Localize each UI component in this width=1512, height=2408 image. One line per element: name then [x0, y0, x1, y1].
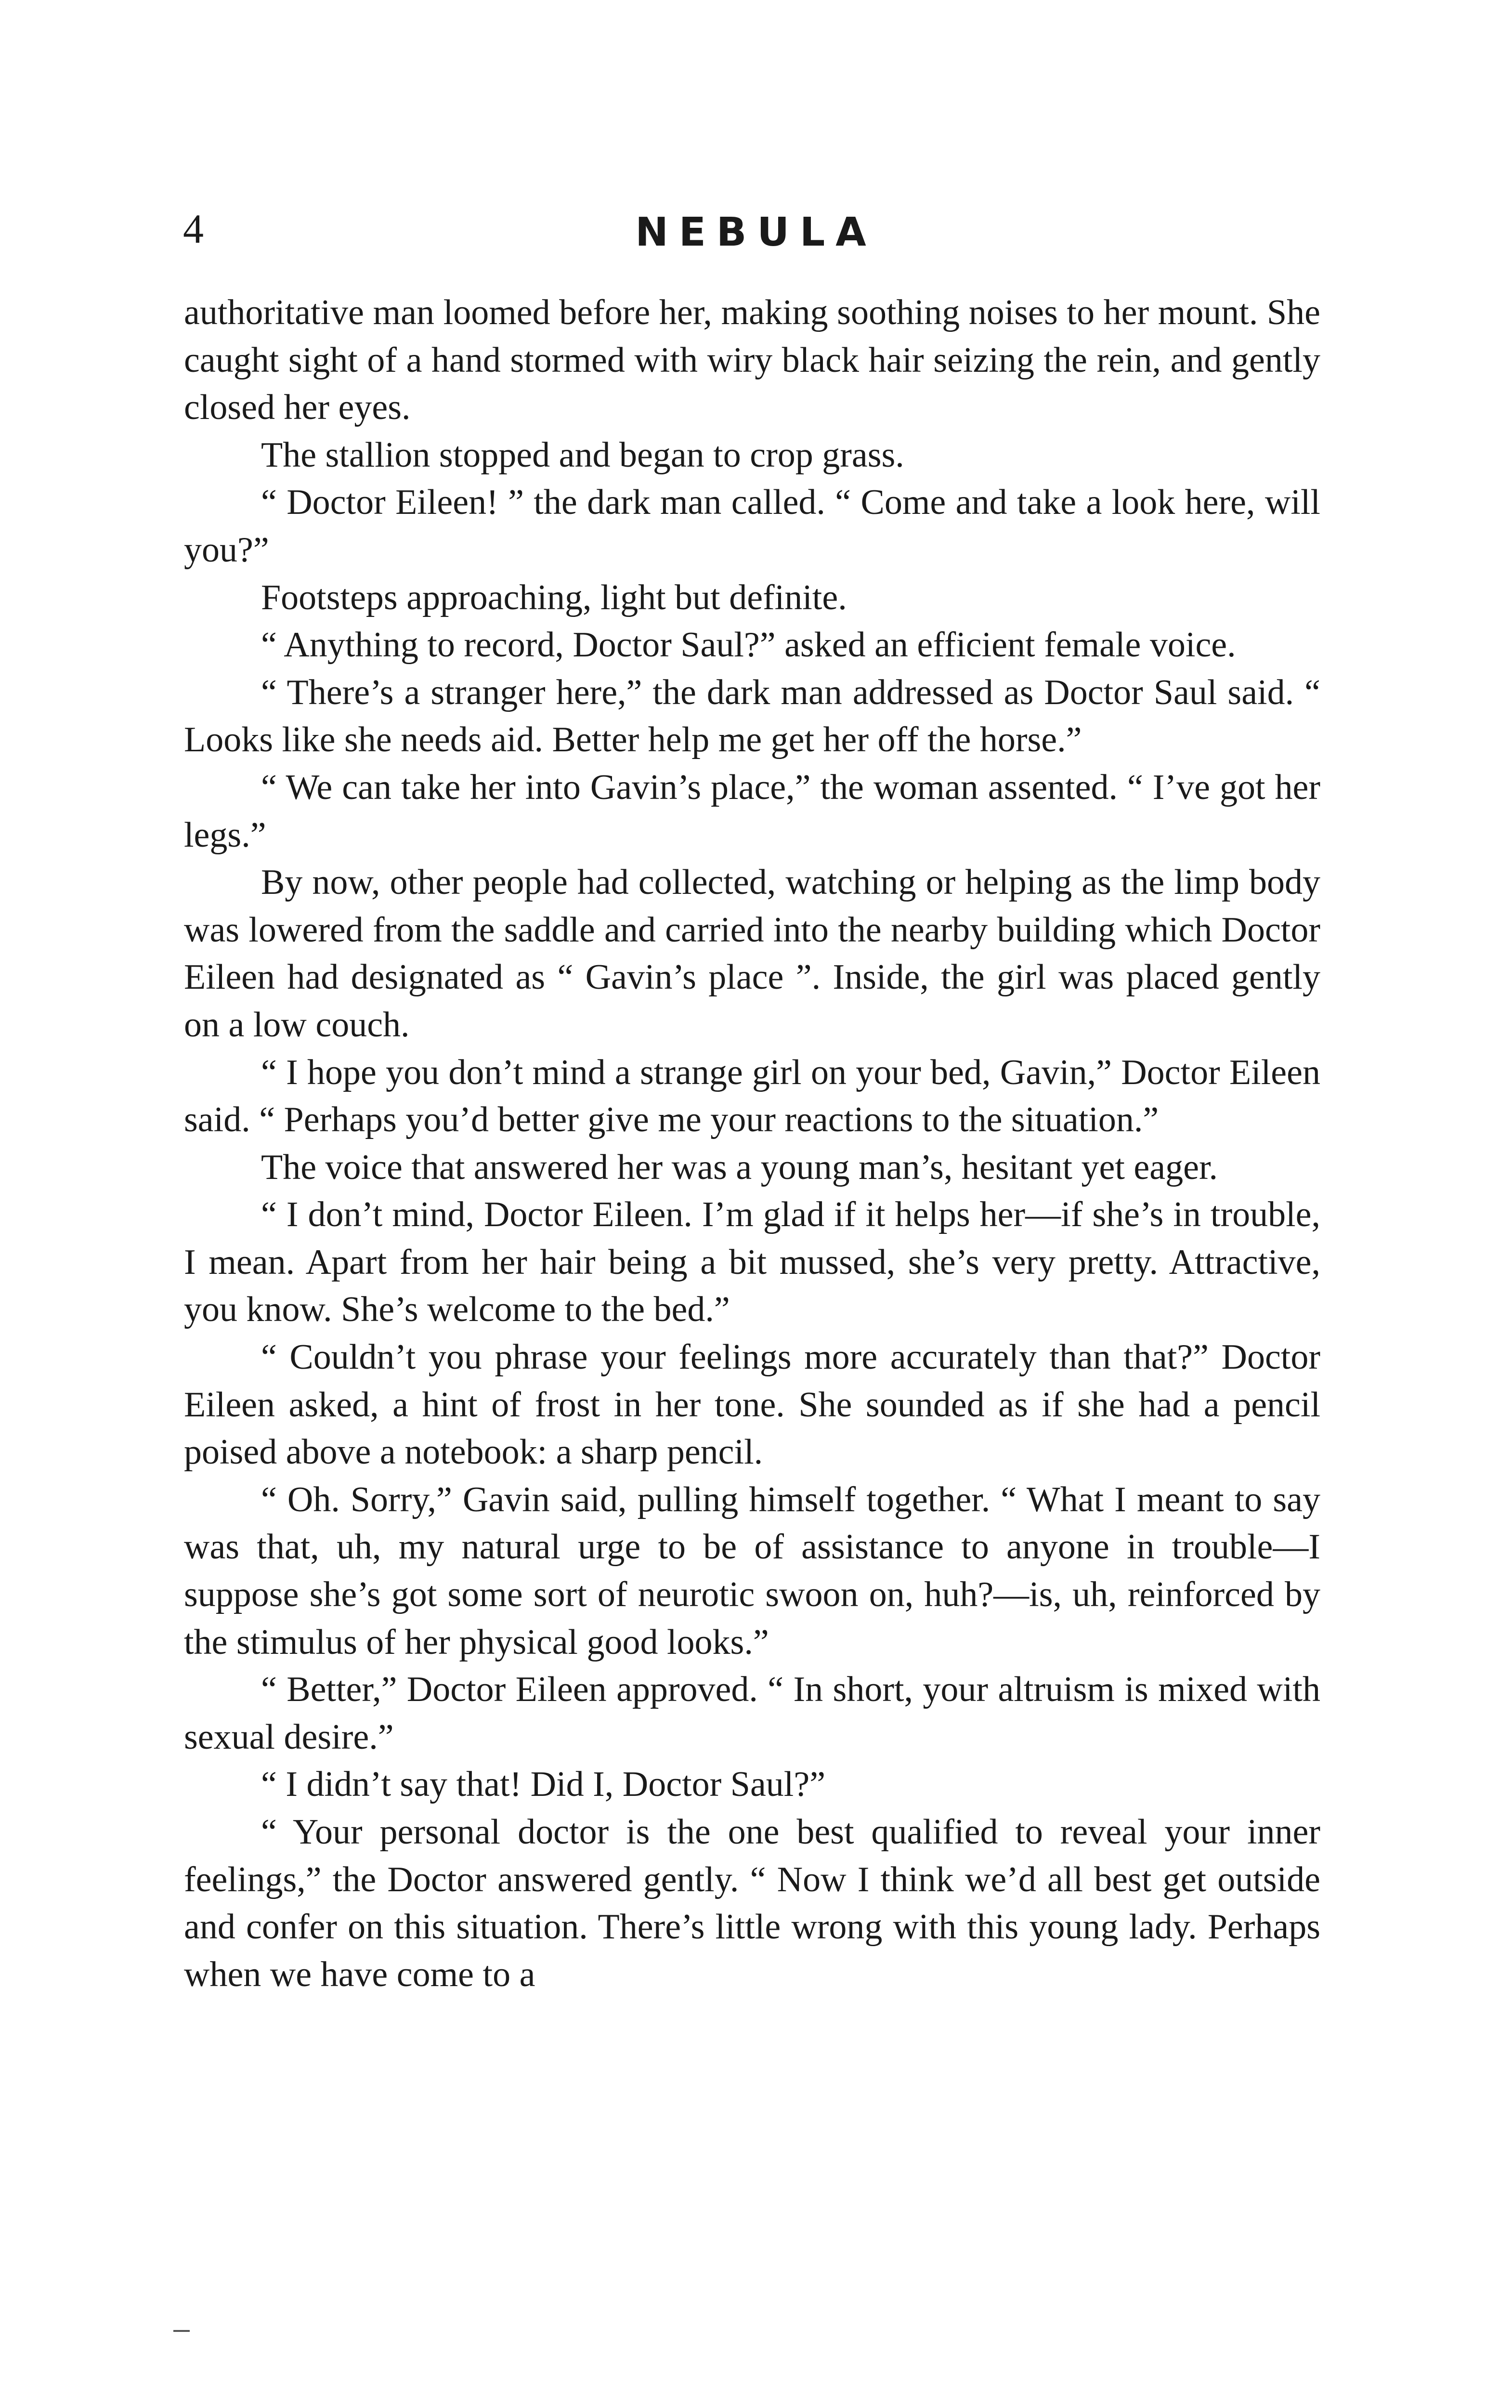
paragraph: “ Anything to record, Doctor Saul?” asked an efficient female voice. [261, 625, 1236, 665]
paragraph: “ Oh. Sorry,” Gavin said, pulling himself together. “ What I meant to say was that, uh, my natural urge to be of assistance to anyone in trouble—I suppose she’s got some sort of neurotic swoon on, huh?—is, uh, reinforced by the stimulus of her physical good looks.” [184, 1479, 1320, 1662]
paragraph: authoritative man loomed before her, making soothing noises to her mount. She caught sight of a hand stormed with wiry black hair seizing the rein, and gently closed her eyes. [184, 293, 1320, 428]
paragraph: By now, other people had collected, watching or helping as the limp body was lowered from the saddle and carried into the nearby building which Doctor Eileen had designated as “ Gavin’s place ”. Inside, the girl was placed gently on a low couch. [184, 863, 1320, 1045]
paragraph: The stallion stopped and began to crop grass. [261, 435, 904, 475]
paragraph: “ I don’t mind, Doctor Eileen. I’m glad if it helps her—if she’s in trouble, I mean. Apart from her hair being a bit mussed, she’s very pretty. Attractive, you know. She’s welcome to the bed.” [184, 1195, 1320, 1330]
paragraph: “ Your personal doctor is the one best qualified to reveal your inner feelings,” the Doctor answered gently. “ Now I think we’d all best get outside and confer on this situation. There’s little wrong with this young lady. Perhaps when we have come to a [184, 1812, 1320, 1994]
paragraph: “ We can take her into Gavin’s place,” the woman assented. “ I’ve got her legs.” [184, 767, 1320, 855]
running-title: NEBULA [635, 209, 877, 255]
paragraph: Footsteps approaching, light but definite. [261, 577, 847, 617]
paragraph: The voice that answered her was a young man’s, hesitant yet eager. [261, 1147, 1218, 1187]
print-mark [173, 2330, 190, 2332]
page-number: 4 [183, 206, 204, 252]
body-text [184, 289, 1320, 1998]
paragraph: “ There’s a stranger here,” the dark man addressed as Doctor Saul said. “ Looks like she needs aid. Better help me get her off the horse.” [184, 672, 1320, 760]
paragraph: “ Couldn’t you phrase your feelings more accurately than that?” Doctor Eileen asked, a hint of frost in her tone. She sounded as if she had a pencil poised above a notebook: a sharp pencil. [184, 1337, 1320, 1472]
paragraph: “ I didn’t say that! Did I, Doctor Saul?” [261, 1765, 826, 1805]
paragraph: “ Doctor Eileen! ” the dark man called. “ Come and take a look here, will you?” [184, 483, 1320, 570]
paragraph: “ Better,” Doctor Eileen approved. “ In short, your altruism is mixed with sexual desire.” [184, 1670, 1320, 1757]
paragraph: “ I hope you don’t mind a strange girl on your bed, Gavin,” Doctor Eileen said. “ Perhaps you’d better give me your reactions to the situation.” [184, 1052, 1320, 1140]
